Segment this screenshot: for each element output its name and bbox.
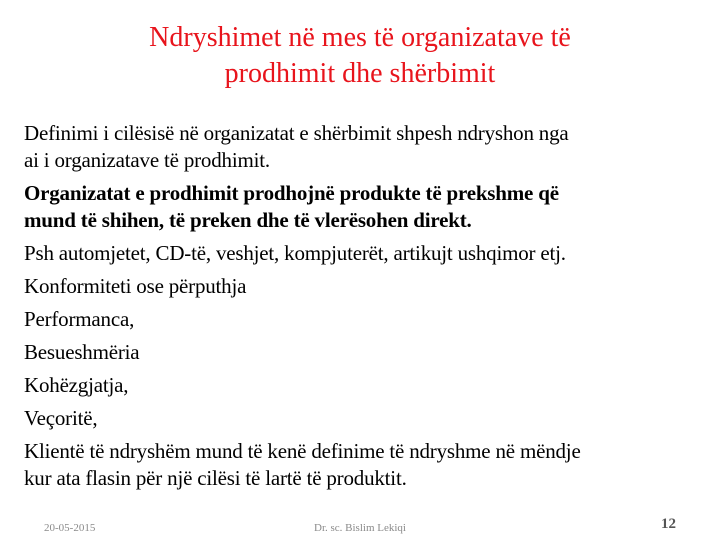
paragraph-reliability: Besueshmëria <box>24 340 140 364</box>
slide-title-line-1: Ndryshimet në mes të organizatave të <box>149 22 571 53</box>
paragraph-line: Definimi i cilësisë në organizatat e shërbimit shpesh ndryshon nga <box>24 121 569 145</box>
footer-author: Dr. sc. Bislim Lekiqi <box>314 522 406 534</box>
paragraph-examples: Psh automjetet, CD-të, veshjet, kompjuterët, artikujt ushqimor etj. <box>24 241 566 265</box>
slide-title-line-2: prodhimit dhe shërbimit <box>224 58 496 89</box>
paragraph-conformity: Konformiteti ose përputhja <box>24 274 247 298</box>
paragraph-customers <box>24 438 704 492</box>
paragraph-durability: Kohëzgjatja, <box>24 373 129 397</box>
slide-title <box>40 20 680 92</box>
paragraph-line: kur ata flasin për një cilësi të lartë të produktit. <box>24 466 407 490</box>
paragraph-features: Veçoritë, <box>24 406 98 430</box>
slide-body <box>24 120 704 498</box>
page-number: 12 <box>661 516 676 532</box>
paragraph-manufacturing <box>24 180 704 234</box>
paragraph-line: mund të shihen, të preken dhe të vlerësohen direkt. <box>24 208 472 232</box>
footer-date: 20-05-2015 <box>44 522 96 534</box>
paragraph-line: Organizatat e prodhimit prodhojnë produkte të prekshme që <box>24 181 559 205</box>
paragraph-line: ai i organizatave të prodhimit. <box>24 148 270 172</box>
paragraph-line: Klientë të ndryshëm mund të kenë definime të ndryshme në mëndje <box>24 439 581 463</box>
paragraph-definition <box>24 120 704 174</box>
paragraph-performance: Performanca, <box>24 307 135 331</box>
